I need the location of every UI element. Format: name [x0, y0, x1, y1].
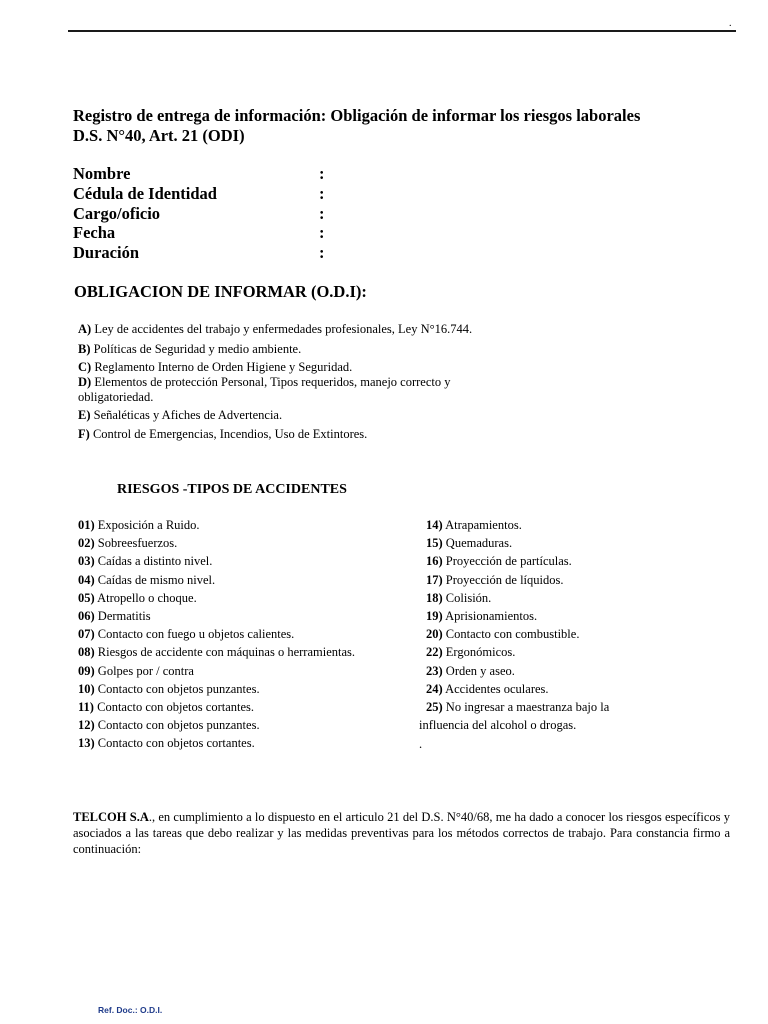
title-line-2: D.S. N°40, Art. 21 (ODI) [73, 126, 245, 145]
risk-item [78, 573, 215, 588]
risk-item [426, 518, 522, 533]
risk-text: Riesgos de accidente con máquinas o herramientas. [94, 645, 355, 660]
odi-key: F) [78, 427, 90, 441]
risk-text: Contacto con objetos punzantes. [94, 718, 260, 733]
risk-text: Aprisionamientos. [442, 609, 538, 623]
risk-text: Ergonómicos. [442, 645, 516, 660]
risk-text: Contacto con fuego u objetos calientes. [94, 627, 295, 642]
risk-text: Colisión. [442, 590, 492, 605]
risk-item [426, 645, 515, 660]
risk-text: Atrapamientos. [442, 518, 522, 532]
risk-number: 23) [426, 663, 443, 678]
odi-item-b [78, 342, 518, 357]
field-label-cedula: Cédula de Identidad [73, 184, 217, 203]
odi-text: Políticas de Seguridad y medio ambiente. [90, 342, 302, 356]
odi-key: D) [78, 375, 92, 389]
risk-item [426, 664, 515, 679]
risk-item [78, 645, 355, 660]
title-line-1: Registro de entrega de información: Obligación de informar los riesgos laborales [73, 106, 641, 125]
statement-text: ., en cumplimiento a lo dispuesto en el articulo 21 del D.S. N°40/68, me ha dado a conocer los riesgos específicos y asociados a las tareas que debo realizar y las medidas preventivas para los métodos correctos de trabajo. Para constancia firmo a continuación: [73, 810, 730, 856]
risk-number: 16) [426, 554, 443, 569]
field-colon-cargo: : [319, 204, 325, 223]
odi-item-f [78, 427, 518, 442]
field-label-cargo: Cargo/oficio [73, 204, 161, 223]
risk-number: 15) [426, 536, 443, 551]
risk-text: No ingresar a maestranza bajo la [442, 700, 610, 714]
risk-number: 11) [78, 700, 94, 714]
odi-key: B) [78, 342, 91, 356]
risk-text: Contacto con objetos punzantes. [94, 681, 260, 696]
risk-text: Accidentes oculares. [442, 681, 549, 696]
risk-item [426, 682, 549, 697]
odi-item-a [78, 322, 518, 337]
risk-item [78, 554, 212, 569]
risk-text: Exposición a Ruido. [94, 518, 200, 532]
risk-number: 18) [426, 590, 443, 605]
risk-number: 03) [78, 554, 95, 569]
risk-text: Contacto con combustible. [442, 627, 580, 642]
risk-item [78, 518, 200, 533]
risk-text: Dermatitis [94, 609, 151, 623]
field-label-nombre: Nombre [73, 164, 131, 183]
risk-trailing-dot: . [419, 737, 423, 751]
risk-text: Proyección de líquidos. [442, 572, 564, 587]
field-colon-fecha: : [319, 223, 325, 242]
company-name: TELCOH S.A [73, 810, 149, 824]
risk-text: Caídas a distinto nivel. [94, 554, 213, 569]
odi-text: Señaléticas y Afiches de Advertencia. [90, 408, 283, 422]
risk-text: Contacto con objetos cortantes. [94, 736, 255, 751]
odi-text: Elementos de protección Personal, Tipos requeridos, manejo correcto y obligatoriedad. [78, 375, 451, 404]
risk-item [426, 573, 564, 588]
risk-text: Proyección de partículas. [442, 554, 572, 569]
odi-text: Reglamento Interno de Orden Higiene y Seguridad. [91, 360, 353, 374]
risk-text: Sobreesfuerzos. [94, 536, 178, 551]
risk-number: 22) [426, 645, 443, 660]
header-rule [68, 30, 736, 32]
risk-item [426, 627, 579, 642]
risk-text: Orden y aseo. [442, 663, 515, 678]
field-colon-duracion: : [319, 243, 325, 262]
risk-number: 07) [78, 627, 95, 642]
risk-item [426, 591, 491, 606]
risk-text: Caídas de mismo nivel. [94, 572, 216, 587]
risks-heading: RIESGOS -TIPOS DE ACCIDENTES [117, 482, 347, 497]
risk-item [426, 536, 512, 551]
risk-item [78, 627, 294, 642]
field-colon-cedula: : [319, 184, 325, 203]
risk-number: 25) [426, 700, 443, 714]
risk-item [78, 736, 255, 751]
risk-number: 06) [78, 609, 95, 623]
risk-text: Atropello o choque. [94, 590, 197, 605]
odi-item-c [78, 360, 518, 375]
risk-number: 24) [426, 681, 443, 696]
document-title [73, 106, 640, 146]
odi-key: C) [78, 360, 92, 374]
risk-number: 20) [426, 627, 443, 642]
risk-number: 02) [78, 536, 95, 551]
risk-item [78, 682, 260, 697]
odi-text: Control de Emergencias, Incendios, Uso de Extintores. [89, 427, 368, 441]
risk-item [78, 664, 194, 679]
field-label-fecha: Fecha [73, 223, 116, 242]
risk-number: 13) [78, 736, 95, 751]
risk-number: 01) [78, 518, 95, 532]
field-colon-nombre: : [319, 164, 325, 183]
odi-key: E) [78, 408, 91, 422]
risk-item [78, 609, 151, 624]
risk-item [426, 609, 537, 624]
risk-text: Contacto con objetos cortantes. [93, 700, 255, 714]
statement-paragraph [73, 809, 730, 857]
risk-number: 08) [78, 645, 95, 660]
odi-text: Ley de accidentes del trabajo y enfermedades profesionales, Ley N°16.744. [91, 322, 473, 336]
odi-key: A) [78, 322, 92, 336]
risk-item [426, 554, 572, 569]
risk-number: 12) [78, 718, 95, 733]
odi-heading: OBLIGACION DE INFORMAR (O.D.I): [74, 282, 367, 301]
risk-number: 04) [78, 572, 95, 587]
footer-reference: Ref. Doc.: O.D.I. [98, 1005, 163, 1015]
risk-item [78, 718, 260, 733]
risk-item [426, 700, 609, 715]
odi-item-e [78, 408, 518, 423]
risk-text: Quemaduras. [442, 536, 513, 551]
risk-item [78, 700, 254, 715]
field-label-duracion: Duración [73, 243, 139, 262]
risk-item [78, 591, 197, 606]
risk-item [78, 536, 177, 551]
odi-item-d [78, 375, 510, 405]
risk-text: Golpes por / contra [94, 663, 194, 678]
risk-number: 19) [426, 609, 443, 623]
risk-number: 05) [78, 590, 95, 605]
risk-number: 09) [78, 663, 95, 678]
risk-continuation: influencia del alcohol o drogas. [419, 718, 577, 732]
corner-mark: . [729, 18, 732, 29]
risk-number: 10) [78, 681, 95, 696]
risk-number: 14) [426, 518, 443, 532]
risk-number: 17) [426, 572, 443, 587]
